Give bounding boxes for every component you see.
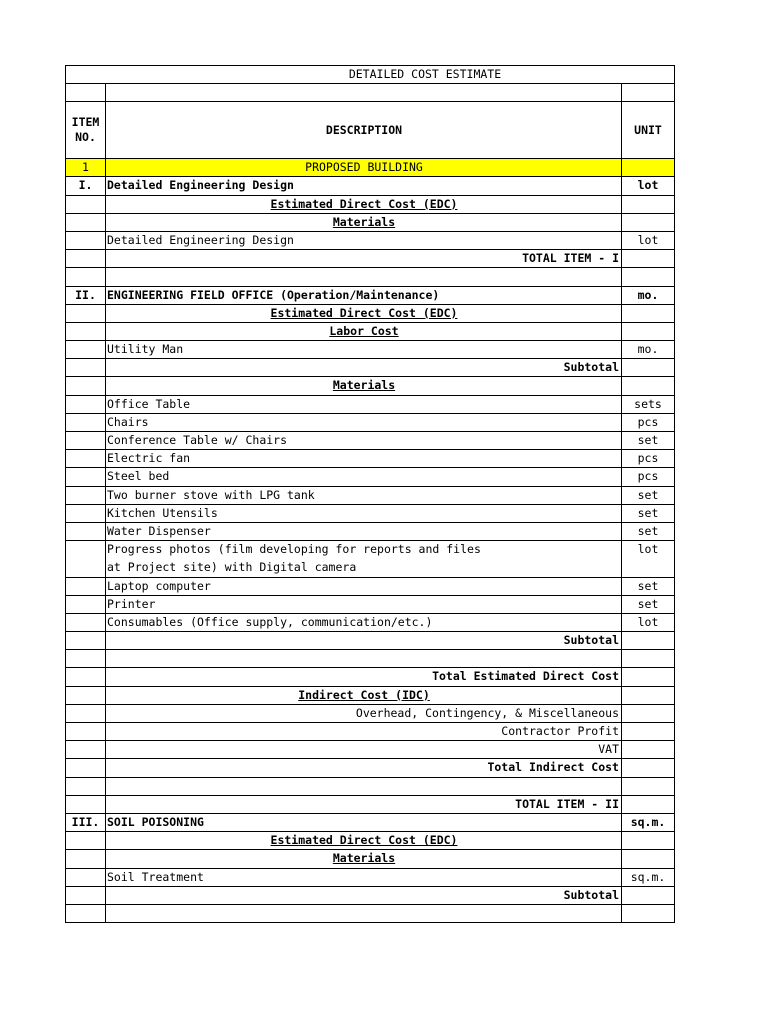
description-text: Printer bbox=[107, 596, 156, 611]
item-no-cell bbox=[65, 414, 105, 431]
table-row bbox=[65, 177, 675, 195]
table-row bbox=[65, 741, 675, 759]
item-no-cell bbox=[65, 341, 105, 358]
table-row bbox=[65, 832, 675, 850]
unit-cell: pcs bbox=[621, 468, 675, 485]
description-cell bbox=[105, 741, 621, 758]
description-cell bbox=[105, 887, 621, 904]
item-no-cell bbox=[65, 887, 105, 904]
item-no-cell bbox=[65, 323, 105, 340]
item-no-cell bbox=[65, 559, 105, 576]
unit-cell bbox=[621, 741, 675, 758]
description-text: Subtotal bbox=[563, 633, 619, 648]
table-row bbox=[65, 778, 675, 796]
unit-cell bbox=[621, 377, 675, 394]
description-text: Consumables (Office supply, communication/etc.) bbox=[107, 614, 433, 629]
unit-cell bbox=[621, 796, 675, 813]
table-row bbox=[65, 250, 675, 268]
unit-cell bbox=[621, 832, 675, 849]
item-no-cell bbox=[65, 632, 105, 649]
item-no-cell bbox=[65, 850, 105, 867]
unit-cell bbox=[621, 359, 675, 376]
table-row bbox=[65, 159, 675, 177]
description-text: Two burner stove with LPG tank bbox=[107, 487, 315, 502]
table-row bbox=[65, 614, 675, 632]
unit-cell bbox=[621, 196, 675, 213]
description-cell bbox=[105, 578, 621, 595]
description-text: Chairs bbox=[107, 414, 149, 429]
unit-cell: pcs bbox=[621, 414, 675, 431]
description-cell bbox=[105, 505, 621, 522]
item-no-cell bbox=[65, 305, 105, 322]
table-row bbox=[65, 468, 675, 486]
description-cell bbox=[105, 541, 621, 559]
item-no-cell bbox=[65, 723, 105, 740]
description-cell bbox=[105, 450, 621, 467]
unit-cell bbox=[621, 850, 675, 867]
description-cell bbox=[105, 850, 621, 867]
title-row bbox=[65, 65, 675, 84]
unit-cell bbox=[621, 705, 675, 722]
table-row bbox=[65, 796, 675, 814]
description-text: Office Table bbox=[107, 396, 191, 411]
unit-cell bbox=[621, 759, 675, 776]
table-row bbox=[65, 396, 675, 414]
table-row bbox=[65, 377, 675, 395]
blank-header-row bbox=[65, 84, 675, 102]
unit-cell bbox=[621, 650, 675, 667]
unit-cell bbox=[621, 668, 675, 685]
description-text: Detailed Engineering Design bbox=[107, 178, 294, 193]
description-text: Water Dispenser bbox=[107, 523, 211, 538]
description-text: Steel bed bbox=[107, 469, 170, 484]
description-cell bbox=[105, 614, 621, 631]
item-no-cell bbox=[65, 759, 105, 776]
item-no-cell bbox=[65, 505, 105, 522]
table-row bbox=[65, 596, 675, 614]
item-no-cell bbox=[65, 869, 105, 886]
unit-cell bbox=[621, 214, 675, 231]
unit-cell bbox=[621, 632, 675, 649]
unit-cell bbox=[621, 268, 675, 285]
description-cell bbox=[105, 650, 621, 667]
description-cell bbox=[105, 905, 621, 922]
description-text: Materials bbox=[332, 378, 396, 393]
item-no-cell bbox=[65, 541, 105, 559]
table-row bbox=[65, 505, 675, 523]
description-text: Detailed Engineering Design bbox=[107, 232, 294, 247]
description-text: PROPOSED BUILDING bbox=[305, 160, 423, 175]
item-no-cell: I. bbox=[65, 177, 105, 194]
unit-cell bbox=[621, 778, 675, 795]
item-no-cell bbox=[65, 196, 105, 213]
description-cell bbox=[105, 396, 621, 413]
column-header-row bbox=[65, 102, 675, 159]
table-row bbox=[65, 887, 675, 905]
item-no-cell bbox=[65, 468, 105, 485]
description-text: Estimated Direct Cost (EDC) bbox=[270, 833, 458, 848]
table-row bbox=[65, 905, 675, 923]
item-no-cell bbox=[65, 741, 105, 758]
table-row bbox=[65, 814, 675, 832]
table-row bbox=[65, 341, 675, 359]
unit-cell: set bbox=[621, 487, 675, 504]
description-cell bbox=[105, 869, 621, 886]
item-no-cell bbox=[65, 377, 105, 394]
description-cell bbox=[105, 687, 621, 704]
description-cell bbox=[105, 814, 621, 831]
table-row bbox=[65, 578, 675, 596]
description-cell bbox=[105, 723, 621, 740]
unit-cell: set bbox=[621, 596, 675, 613]
description-text: Laptop computer bbox=[107, 578, 211, 593]
description-cell bbox=[105, 832, 621, 849]
description-text: Estimated Direct Cost (EDC) bbox=[270, 196, 458, 211]
description-cell bbox=[105, 359, 621, 376]
item-no-cell bbox=[65, 250, 105, 267]
unit-cell bbox=[621, 159, 675, 176]
description-text: SOIL POISONING bbox=[107, 814, 204, 829]
unit-cell bbox=[621, 905, 675, 922]
description-cell bbox=[105, 250, 621, 267]
description-cell bbox=[105, 487, 621, 504]
unit-cell bbox=[621, 559, 675, 576]
description-cell bbox=[105, 468, 621, 485]
description-text: ENGINEERING FIELD OFFICE (Operation/Maintenance) bbox=[107, 287, 440, 302]
item-no-cell bbox=[65, 778, 105, 795]
description-cell bbox=[105, 759, 621, 776]
description-cell bbox=[105, 432, 621, 449]
item-no-cell bbox=[65, 396, 105, 413]
description-text: VAT bbox=[598, 742, 619, 757]
unit-cell: mo. bbox=[621, 287, 675, 304]
item-no-cell bbox=[65, 796, 105, 813]
table-row bbox=[65, 869, 675, 887]
description-cell bbox=[105, 341, 621, 358]
description-text: TOTAL ITEM - I bbox=[522, 251, 619, 266]
description-cell bbox=[105, 268, 621, 285]
unit-cell: lot bbox=[621, 541, 675, 559]
table-row bbox=[65, 214, 675, 232]
description-cell bbox=[105, 159, 621, 176]
item-no-cell bbox=[65, 596, 105, 613]
description-cell bbox=[105, 196, 621, 213]
sheet-title: DETAILED COST ESTIMATE bbox=[65, 66, 675, 83]
table-row bbox=[65, 196, 675, 214]
item-no-cell bbox=[65, 578, 105, 595]
table-row bbox=[65, 487, 675, 505]
item-no-cell bbox=[65, 214, 105, 231]
item-no-cell: II. bbox=[65, 287, 105, 304]
unit-cell: pcs bbox=[621, 450, 675, 467]
description-text: Indirect Cost (IDC) bbox=[298, 687, 430, 702]
table-row bbox=[65, 287, 675, 305]
table-row bbox=[65, 687, 675, 705]
header-item-no: ITEM NO. bbox=[65, 102, 105, 158]
description-text: Electric fan bbox=[107, 451, 191, 466]
unit-cell: sq.m. bbox=[621, 814, 675, 831]
item-no-cell bbox=[65, 614, 105, 631]
unit-cell: set bbox=[621, 432, 675, 449]
description-cell bbox=[105, 323, 621, 340]
description-cell bbox=[105, 796, 621, 813]
description-cell bbox=[105, 705, 621, 722]
unit-cell bbox=[621, 723, 675, 740]
unit-cell bbox=[621, 305, 675, 322]
table-row bbox=[65, 323, 675, 341]
item-no-cell bbox=[65, 450, 105, 467]
table-row bbox=[65, 650, 675, 668]
description-text: Total Estimated Direct Cost bbox=[432, 669, 619, 684]
item-no-cell bbox=[65, 523, 105, 540]
table-row bbox=[65, 432, 675, 450]
description-cell bbox=[105, 377, 621, 394]
item-no-cell bbox=[65, 668, 105, 685]
description-text: Soil Treatment bbox=[107, 869, 204, 884]
item-no-cell bbox=[65, 232, 105, 249]
table-row bbox=[65, 414, 675, 432]
table-row bbox=[65, 559, 675, 577]
description-cell bbox=[105, 414, 621, 431]
description-cell bbox=[105, 778, 621, 795]
description-cell bbox=[105, 305, 621, 322]
item-no-cell bbox=[65, 359, 105, 376]
table-row bbox=[65, 759, 675, 777]
description-cell bbox=[105, 287, 621, 304]
table-row bbox=[65, 305, 675, 323]
table-row bbox=[65, 723, 675, 741]
table-row bbox=[65, 668, 675, 686]
unit-cell bbox=[621, 887, 675, 904]
item-no-cell bbox=[65, 650, 105, 667]
unit-cell: set bbox=[621, 523, 675, 540]
description-text: Contractor Profit bbox=[501, 724, 619, 738]
item-no-cell bbox=[65, 487, 105, 504]
description-text: Progress photos (film developing for reports and files bbox=[107, 542, 481, 557]
table-row bbox=[65, 268, 675, 286]
unit-cell bbox=[621, 687, 675, 704]
cost-estimate-sheet bbox=[65, 65, 675, 923]
description-cell bbox=[105, 214, 621, 231]
description-text: Subtotal bbox=[563, 360, 619, 375]
description-text: Labor Cost bbox=[329, 323, 399, 338]
unit-cell: lot bbox=[621, 614, 675, 631]
table-row bbox=[65, 359, 675, 377]
header-description: DESCRIPTION bbox=[105, 102, 621, 158]
unit-cell: set bbox=[621, 578, 675, 595]
description-cell bbox=[105, 523, 621, 540]
unit-cell: lot bbox=[621, 177, 675, 194]
description-text: Materials bbox=[332, 851, 396, 866]
item-no-cell bbox=[65, 687, 105, 704]
table-row bbox=[65, 232, 675, 250]
table-row bbox=[65, 850, 675, 868]
description-text: Estimated Direct Cost (EDC) bbox=[270, 305, 458, 320]
item-no-cell bbox=[65, 905, 105, 922]
item-no-cell bbox=[65, 268, 105, 285]
description-cell bbox=[105, 596, 621, 613]
table-row bbox=[65, 541, 675, 559]
unit-cell: set bbox=[621, 505, 675, 522]
description-text: Materials bbox=[332, 214, 396, 229]
description-cell bbox=[105, 668, 621, 685]
description-cell bbox=[105, 177, 621, 194]
table-row bbox=[65, 632, 675, 650]
description-text: Conference Table w/ Chairs bbox=[107, 433, 288, 447]
table-row bbox=[65, 705, 675, 723]
estimate-rows bbox=[65, 159, 675, 923]
header-unit: UNIT bbox=[621, 102, 675, 158]
table-row bbox=[65, 450, 675, 468]
description-cell bbox=[105, 632, 621, 649]
item-no-cell: III. bbox=[65, 814, 105, 831]
description-text: Overhead, Contingency, & Miscellaneous bbox=[355, 705, 619, 720]
unit-cell: lot bbox=[621, 232, 675, 249]
item-no-cell bbox=[65, 432, 105, 449]
unit-cell: sets bbox=[621, 396, 675, 413]
description-cell bbox=[105, 232, 621, 249]
unit-cell bbox=[621, 323, 675, 340]
item-no-cell bbox=[65, 832, 105, 849]
description-text: Utility Man bbox=[107, 342, 184, 357]
description-text: at Project site) with Digital camera bbox=[107, 560, 357, 575]
description-text: Subtotal bbox=[563, 887, 619, 902]
item-no-cell: 1 bbox=[65, 159, 105, 176]
unit-cell: mo. bbox=[621, 341, 675, 358]
item-no-cell bbox=[65, 705, 105, 722]
table-row bbox=[65, 523, 675, 541]
description-text: Total Indirect Cost bbox=[487, 760, 619, 775]
unit-cell bbox=[621, 250, 675, 267]
description-text: Kitchen Utensils bbox=[107, 505, 218, 520]
unit-cell: sq.m. bbox=[621, 869, 675, 886]
description-text: TOTAL ITEM - II bbox=[515, 796, 619, 811]
description-cell bbox=[105, 559, 621, 576]
